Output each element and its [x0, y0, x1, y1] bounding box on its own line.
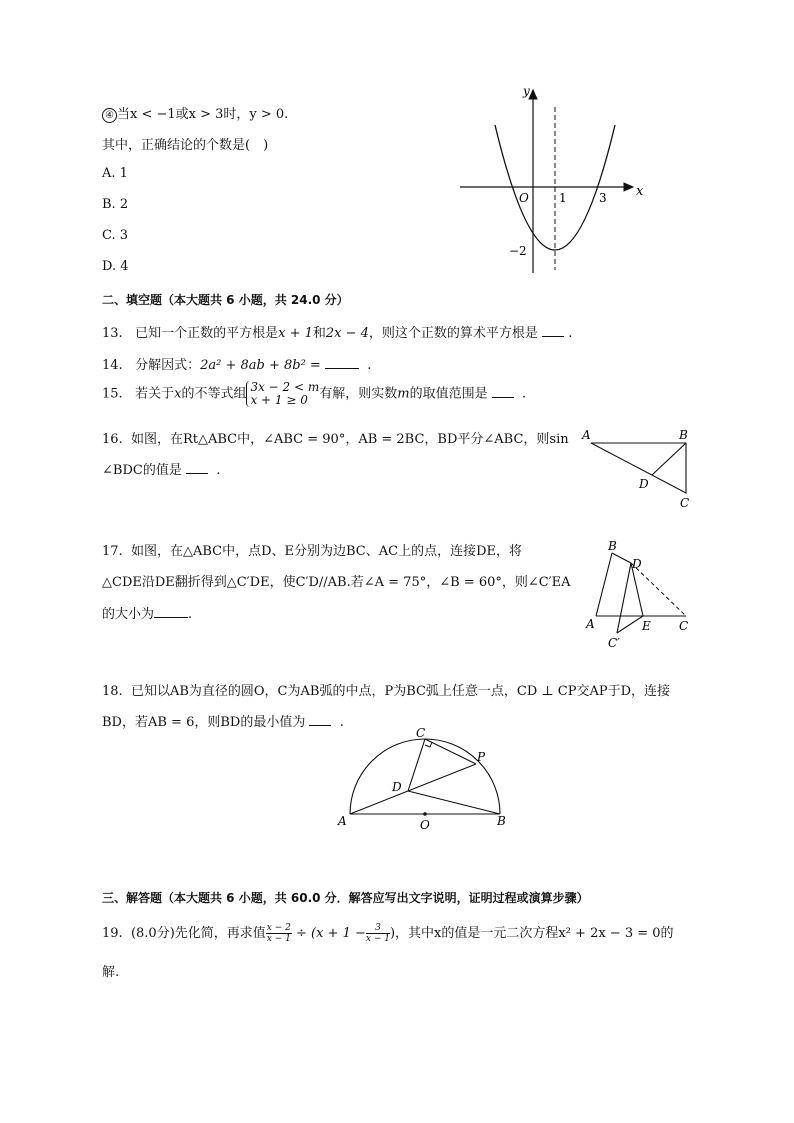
label-b: B [497, 814, 506, 828]
q15: 15. 若关于x的不等式组 3x − 2 < m x + 1 ≥ 0 有解，则实数m的取值范围是 . [102, 380, 527, 407]
side-bd [612, 553, 631, 563]
q17-line1: 17. 如图，在△ABC中，点D、E分别为边BC、AC上的点，连接DE，将 [102, 544, 522, 559]
label-d: D [639, 477, 649, 491]
label-b: B [608, 539, 617, 553]
section3-heading: 三、解答题（本大题共 6 小题，共 60.0 分．解答应写出文字说明，证明过程或演算步骤） [102, 891, 589, 905]
center-point [423, 812, 427, 816]
q17-line3: 的大小为 . [102, 607, 193, 622]
q15-inequality-system: 3x − 2 < m x + 1 ≥ 0 [246, 381, 319, 407]
q18-answer-blank[interactable] [309, 713, 331, 726]
fraction-2: $\frac{3}{x - 1}$ [365, 923, 390, 944]
parabola-graph [455, 85, 655, 280]
label-a: A [582, 428, 591, 442]
q19-line2: 解. [102, 965, 120, 980]
q13-answer-blank[interactable] [542, 324, 564, 337]
folded-dc-prime [617, 563, 631, 633]
y-label: y [523, 85, 530, 98]
label-p: P [477, 750, 486, 764]
label-d: D [632, 557, 642, 571]
label-c: C [416, 726, 426, 740]
q14-answer-blank[interactable] [325, 356, 359, 369]
q14: 14. 分解因式：2a² + 8ab + 8b² = . [102, 358, 372, 373]
q12-option-d: D. 4 [102, 259, 129, 274]
q15-answer-blank[interactable] [492, 385, 514, 398]
q18-semicircle-figure [330, 725, 520, 835]
tick-three-label: 3 [599, 191, 607, 205]
circled-four-icon: ④ [102, 108, 117, 123]
segment-cd [408, 739, 425, 791]
q18-line2: BD，若AB = 6，则BD的最小值为 . [102, 715, 344, 730]
q16-line1: 16. 如图，在Rt△ABC中，∠ABC = 90°，AB = 2BC，BD平分∠ABC，则sin [102, 432, 569, 447]
q12-option-c: C. 3 [102, 228, 129, 243]
label-c: C [679, 619, 689, 633]
q16-answer-blank[interactable] [186, 461, 208, 474]
label-d: D [392, 780, 402, 794]
q19-line1: 19. (8.0分)先化简，再求值 $\frac{x - 2}{x - 1}$ ÷ (x + 1 − $\frac{3}{x - 1}$ )，其中x的值是一元二次方程x² + 2x − 3 = 0的 [102, 923, 674, 944]
label-a: A [586, 617, 595, 631]
origin-label: O [519, 191, 529, 205]
q16-line2: ∠BDC的值是 . [102, 463, 221, 478]
q17-line2: △CDE沿DE翻折得到△C′DE，使C′D//AB.若∠A = 75°，∠B = 60°，则∠C′EA [102, 575, 571, 590]
tick-one-label: 1 [559, 191, 567, 205]
label-o: O [420, 818, 430, 832]
q16-triangle-figure [578, 425, 703, 513]
chord-ap [350, 764, 476, 814]
label-b: B [679, 428, 688, 442]
label-c-prime: C′ [608, 636, 620, 650]
q17-fold-figure [580, 538, 700, 653]
q12-prompt: 其中，正确结论的个数是( ) [102, 138, 269, 153]
label-e: E [642, 619, 651, 633]
q12-option-b: B. 2 [102, 197, 129, 212]
q12-option-a: A. 1 [102, 166, 128, 181]
q17-answer-blank[interactable] [154, 605, 188, 618]
label-c: C [680, 496, 690, 510]
q18-line1: 18. 已知以AB为直径的圆O，C为AB弧的中点，P为BC弧上任意一点，CD ⊥ CP交AP于D，连接 [102, 684, 671, 699]
right-angle-mark [425, 742, 432, 747]
label-a: A [338, 814, 347, 828]
bisector-bd [652, 443, 686, 475]
q13: 13. 已知一个正数的平方根是x + 1和2x − 4，则这个正数的算术平方根是 . [102, 326, 573, 341]
tick-minus-two-label: −2 [509, 244, 527, 258]
side-ab [596, 553, 612, 616]
segment-bd [408, 791, 500, 814]
x-label: x [636, 184, 644, 199]
fraction-1: $\frac{x - 2}{x - 1}$ [266, 923, 291, 944]
q12-item4: ④ 当x < −1或x > 3时，y > 0. [102, 103, 288, 123]
section2-heading: 二、填空题（本大题共 6 小题，共 24.0 分） [102, 293, 349, 307]
folded-ec-prime [617, 616, 643, 633]
